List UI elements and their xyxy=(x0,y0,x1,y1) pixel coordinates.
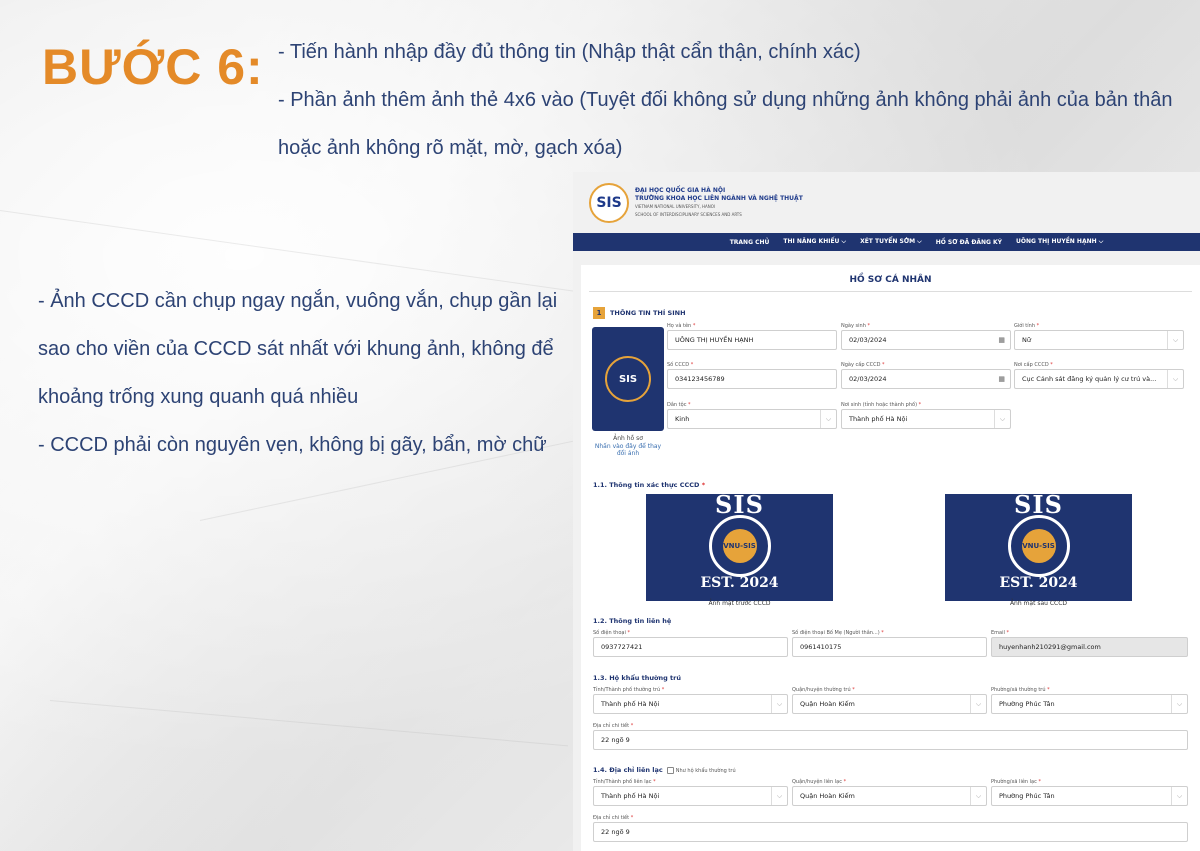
main-nav xyxy=(573,233,1200,251)
instruction-line: - Ảnh CCCD cần chụp ngay ngắn, vuông vắn, chụp gần lại sao cho viền của CCCD sát nhất với khung ảnh, không để khoảng trống xung quanh quá nhiều xyxy=(38,290,558,408)
email-field: Email * huyenhanh210291@gmail.com xyxy=(991,630,1188,657)
chevron-down-icon: ⌵ xyxy=(970,695,986,713)
phone-field: Số điện thoại * 0937727421 xyxy=(593,630,788,657)
section-title: THÔNG TIN THÍ SINH xyxy=(610,309,686,317)
dob-input[interactable]: 02/03/2024 ▦ xyxy=(841,330,1011,350)
gender-field: Giới tính * Nữ ⌵ xyxy=(1014,323,1184,350)
chevron-down-icon: ⌵ xyxy=(820,410,836,428)
perm-address-input[interactable]: 22 ngõ 9 xyxy=(593,730,1188,750)
birthplace-select[interactable]: Thành phố Hà Nội ⌵ xyxy=(841,409,1011,429)
fullname-input[interactable]: UÔNG THỊ HUYỀN HẠNH xyxy=(667,330,837,350)
university-name: ĐẠI HỌC QUỐC GIA HÀ NỘI TRƯỜNG KHOA HỌC LIÊN NGÀNH VÀ NGHỆ THUẬT VIETNAM NATIONAL UNIVERSITY, HANOI SCHOOL OF INTERDISCIPLINARY SCIENCES AND ARTS xyxy=(635,186,803,217)
contact-address-input[interactable]: 22 ngõ 9 xyxy=(593,822,1188,842)
instruction-line: - CCCD phải còn nguyên vẹn, không bị gãy, bẩn, mờ chữ xyxy=(38,434,547,456)
section-number: 1 xyxy=(593,307,605,319)
id-back-caption: Ảnh mặt sau CCCD xyxy=(1009,600,1068,607)
section-cccd-verify: 1.1. Thông tin xác thực CCCD * xyxy=(593,481,706,489)
chevron-down-icon: ⌵ xyxy=(1167,331,1183,349)
instruction-line: - Tiến hành nhập đầy đủ thông tin (Nhập thật cẩn thận, chính xác) xyxy=(278,41,861,63)
page-title: HỒ SƠ CÁ NHÂN xyxy=(849,275,932,285)
nav-home[interactable]: TRANG CHỦ xyxy=(729,238,770,246)
id-back-image[interactable]: SIS VNU-SIS EST. 2024 xyxy=(945,494,1132,601)
contact-province-select[interactable]: Thành phố Hà Nội ⌵ xyxy=(593,786,788,806)
id-front-caption: Ảnh mặt trước CCCD xyxy=(708,600,771,607)
divider xyxy=(589,291,1192,292)
section-contact-address: 1.4. Địa chỉ liên lạc Như hộ khẩu thường trú xyxy=(593,766,736,774)
chevron-down-icon: ⌵ xyxy=(1167,370,1183,388)
contact-ward-field: Phường/xã liên lạc * Phường Phúc Tân ⌵ xyxy=(991,779,1188,806)
step-title: BƯỚC 6: xyxy=(42,39,264,95)
contact-address-field: Địa chỉ chi tiết * 22 ngõ 9 xyxy=(593,815,1188,842)
calendar-icon[interactable]: ▦ xyxy=(998,336,1005,344)
chevron-down-icon: ⌵ xyxy=(917,238,922,245)
perm-district-field: Quận/huyện thường trú * Quận Hoàn Kiếm ⌵ xyxy=(792,687,987,714)
section-permanent-address: 1.3. Hộ khẩu thường trú xyxy=(593,674,681,682)
chevron-down-icon: ⌵ xyxy=(970,787,986,805)
chevron-down-icon: ⌵ xyxy=(1171,695,1187,713)
cccd-place-select[interactable]: Cục Cảnh sát đăng ký quản lý cư trú và... ⌵ xyxy=(1014,369,1184,389)
nav-early-admission[interactable]: XÉT TUYỂN SỚM ⌵ xyxy=(860,238,922,245)
email-input[interactable]: huyenhanh210291@gmail.com xyxy=(991,637,1188,657)
avatar-label: Ảnh hồ sơ xyxy=(613,435,643,442)
same-as-permanent-label: Như hộ khẩu thường trú xyxy=(675,768,736,774)
section-header xyxy=(593,307,686,319)
change-avatar-link[interactable]: Nhấn vào đây để thay đổi ảnh xyxy=(594,443,662,457)
profile-card xyxy=(581,265,1200,851)
contact-province-field: Tỉnh/Thành phố liên lạc * Thành phố Hà Nội ⌵ xyxy=(593,779,788,806)
contact-district-select[interactable]: Quận Hoàn Kiếm ⌵ xyxy=(792,786,987,806)
perm-ward-select[interactable]: Phường Phúc Tân ⌵ xyxy=(991,694,1188,714)
avatar[interactable] xyxy=(592,327,664,431)
birthplace-field: Nơi sinh (tỉnh hoặc thành phố) * Thành phố Hà Nội ⌵ xyxy=(841,402,1011,429)
perm-province-select[interactable]: Thành phố Hà Nội ⌵ xyxy=(593,694,788,714)
chevron-down-icon: ⌵ xyxy=(841,238,847,245)
sis-logo[interactable]: SIS xyxy=(589,183,629,223)
chevron-down-icon: ⌵ xyxy=(771,695,787,713)
chevron-down-icon: ⌵ xyxy=(1098,238,1104,245)
chevron-down-icon: ⌵ xyxy=(994,410,1010,428)
nav-user-menu[interactable]: UÔNG THỊ HUYỀN HẠNH ⌵ xyxy=(1016,238,1104,245)
ethnicity-select[interactable]: Kinh ⌵ xyxy=(667,409,837,429)
gender-select[interactable]: Nữ ⌵ xyxy=(1014,330,1184,350)
cccd-date-input[interactable]: 02/03/2024 ▦ xyxy=(841,369,1011,389)
instructions-left xyxy=(38,277,563,469)
chevron-down-icon: ⌵ xyxy=(1171,787,1187,805)
perm-district-select[interactable]: Quận Hoàn Kiếm ⌵ xyxy=(792,694,987,714)
section-contact: 1.2. Thông tin liên hệ xyxy=(593,617,672,625)
chevron-down-icon: ⌵ xyxy=(771,787,787,805)
fullname-field: Họ và tên * UÔNG THỊ HUYỀN HẠNH xyxy=(667,323,837,350)
cccd-date-field: Ngày cấp CCCD * 02/03/2024 ▦ xyxy=(841,362,1011,389)
dob-field: Ngày sinh * 02/03/2024 ▦ xyxy=(841,323,1011,350)
contact-ward-select[interactable]: Phường Phúc Tân ⌵ xyxy=(991,786,1188,806)
paper-crease xyxy=(50,700,568,746)
ethnicity-field: Dân tộc * Kinh ⌵ xyxy=(667,402,837,429)
perm-address-field: Địa chỉ chi tiết * 22 ngõ 9 xyxy=(593,723,1188,750)
site-header xyxy=(573,172,1200,233)
instructions-top xyxy=(278,28,1193,172)
parent-phone-input[interactable]: 0961410175 xyxy=(792,637,987,657)
contact-district-field: Quận/huyện liên lạc * Quận Hoàn Kiếm ⌵ xyxy=(792,779,987,806)
cccd-input[interactable]: 034123456789 xyxy=(667,369,837,389)
same-as-permanent-checkbox[interactable] xyxy=(667,767,674,774)
embedded-screenshot xyxy=(573,172,1200,851)
cccd-field: Số CCCD * 034123456789 xyxy=(667,362,837,389)
calendar-icon[interactable]: ▦ xyxy=(998,375,1005,383)
phone-input[interactable]: 0937727421 xyxy=(593,637,788,657)
seal-logo: SIS xyxy=(605,356,651,402)
nav-registered[interactable]: HỒ SƠ ĐÃ ĐĂNG KÝ xyxy=(935,238,1003,246)
instruction-line: - Phần ảnh thêm ảnh thẻ 4x6 vào (Tuyệt đối không sử dụng những ảnh không phải ảnh của bản thân hoặc ảnh không rõ mặt, mờ, gạch xóa) xyxy=(278,89,1173,159)
id-front-image[interactable]: SIS VNU-SIS EST. 2024 xyxy=(646,494,833,601)
perm-province-field: Tỉnh/Thành phố thường trú * Thành phố Hà Nội ⌵ xyxy=(593,687,788,714)
nav-talent-exam[interactable]: THI NĂNG KHIẾU ⌵ xyxy=(783,238,847,245)
perm-ward-field: Phường/xã thường trú * Phường Phúc Tân ⌵ xyxy=(991,687,1188,714)
cccd-place-field: Nơi cấp CCCD * Cục Cảnh sát đăng ký quản lý cư trú và... ⌵ xyxy=(1014,362,1184,389)
parent-phone-field: Số điện thoại Bố Mẹ (Người thân...) * 0961410175 xyxy=(792,630,987,657)
